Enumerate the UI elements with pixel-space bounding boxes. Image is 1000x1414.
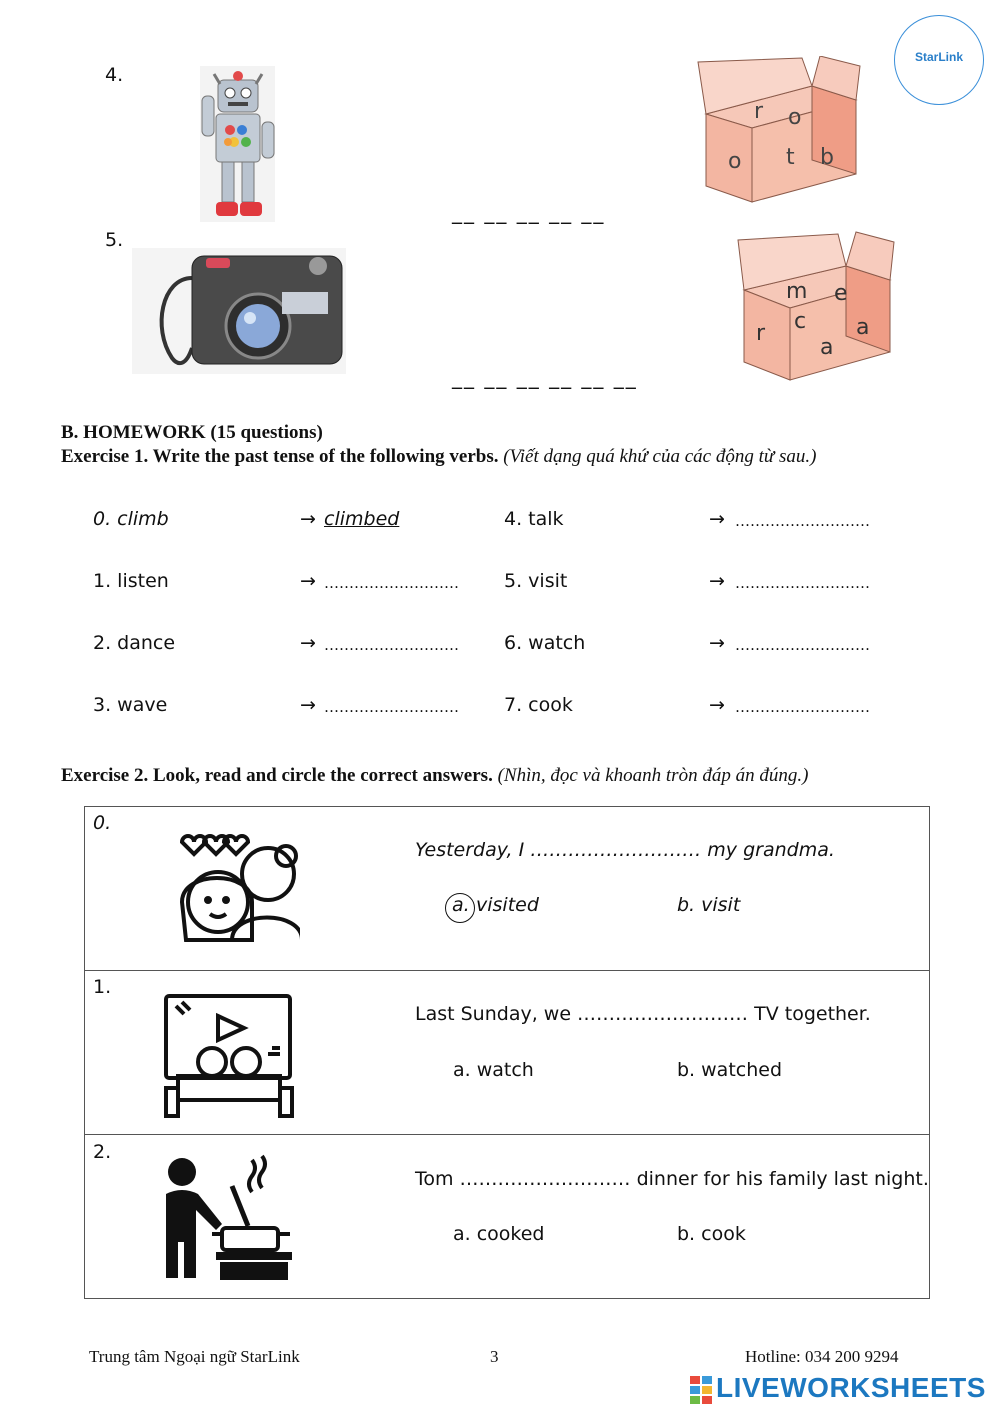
camera-picture	[132, 248, 346, 374]
answer-blanks-4[interactable]: __ __ __ __ __	[452, 200, 606, 224]
cooking-icon	[160, 1150, 296, 1284]
box-letter: r	[756, 321, 766, 346]
box-letter: o	[728, 149, 742, 174]
exercise1-title: Exercise 1. Write the past tense of the following verbs.	[61, 446, 499, 467]
sentence-1: Last Sunday, we ……………………… TV together.	[415, 1003, 871, 1025]
arrow-icon: →	[709, 508, 725, 530]
sentence-2: Tom ……………………… dinner for his family last night.	[415, 1168, 929, 1190]
letter-box-4	[692, 56, 862, 206]
box-letter: a	[856, 315, 870, 340]
arrow-icon: →	[300, 508, 316, 530]
option-a-prefix-0: a.	[452, 894, 470, 916]
arrow-icon: →	[709, 694, 725, 716]
arrow-icon: →	[709, 632, 725, 654]
robot-picture	[190, 66, 282, 222]
box-letter: m	[786, 279, 808, 304]
option-b-0[interactable]: b. visit	[677, 894, 741, 916]
box-letter: e	[834, 281, 848, 306]
box-letter: r	[754, 99, 764, 124]
verb-4: 4. talk	[504, 508, 564, 530]
sentence-0: Yesterday, I ……………………… my grandma.	[415, 839, 835, 861]
example-answer: climbed	[324, 508, 400, 530]
section-b-heading: B. HOMEWORK (15 questions)	[61, 422, 323, 443]
arrow-icon: →	[709, 570, 725, 592]
starlink-logo	[894, 15, 984, 105]
exercise1-instruction: (Viết dạng quá khứ của các động từ sau.)	[503, 446, 817, 467]
letter-box-5	[734, 230, 899, 382]
answer-blank-4[interactable]: ………………………	[735, 512, 870, 530]
item-number-5: 5.	[105, 229, 124, 251]
footer-center-name: Trung tâm Ngoại ngữ StarLink	[89, 1347, 300, 1366]
liveworksheets-text: LIVEWORKSHEETS	[716, 1372, 986, 1403]
verb-2: 2. dance	[93, 632, 176, 654]
answer-blanks-5[interactable]: __ __ __ __ __ __	[452, 365, 638, 389]
row-number-1: 1.	[93, 976, 112, 998]
answer-blank-3[interactable]: ………………………	[324, 698, 459, 716]
verb-0: 0. climb	[93, 508, 169, 530]
page-number: 3	[490, 1347, 499, 1366]
exercise2-title: Exercise 2. Look, read and circle the correct answers.	[61, 765, 493, 786]
row-number-2: 2.	[93, 1141, 112, 1163]
logo-text: StarLink	[914, 50, 963, 64]
box-letter: o	[788, 105, 802, 130]
verb-5: 5. visit	[504, 570, 568, 592]
exercise2-header	[61, 765, 808, 787]
arrow-icon: →	[300, 570, 316, 592]
verb-7: 7. cook	[504, 694, 573, 716]
option-a-0[interactable]: visited	[476, 894, 539, 916]
option-b-1[interactable]: b. watched	[677, 1059, 783, 1081]
liveworksheets-icon	[690, 1376, 714, 1404]
item-number-4: 4.	[105, 64, 124, 86]
box-letter: b	[820, 145, 834, 170]
exercise1-header	[61, 446, 816, 468]
box-letter: t	[786, 145, 795, 170]
option-b-2[interactable]: b. cook	[677, 1223, 746, 1245]
arrow-icon: →	[300, 694, 316, 716]
arrow-icon: →	[300, 632, 316, 654]
verb-6: 6. watch	[504, 632, 586, 654]
verb-3: 3. wave	[93, 694, 168, 716]
option-a-2[interactable]: a. cooked	[453, 1223, 545, 1245]
footer-hotline: Hotline: 034 200 9294	[745, 1347, 899, 1366]
option-a-1[interactable]: a. watch	[453, 1059, 534, 1081]
exercise2-instruction: (Nhìn, đọc và khoanh tròn đáp án đúng.)	[497, 765, 809, 786]
answer-blank-7[interactable]: ………………………	[735, 698, 870, 716]
answer-blank-6[interactable]: ………………………	[735, 636, 870, 654]
box-letter: c	[794, 309, 807, 334]
box-letter: a	[820, 335, 834, 360]
answer-blank-1[interactable]: ………………………	[324, 574, 459, 592]
answer-blank-2[interactable]: ………………………	[324, 636, 459, 654]
tv-icon	[162, 992, 296, 1120]
answer-blank-5[interactable]: ………………………	[735, 574, 870, 592]
hug-icon	[172, 830, 300, 954]
liveworksheets-logo	[690, 1372, 990, 1408]
verb-1: 1. listen	[93, 570, 169, 592]
row-number-0: 0.	[93, 812, 112, 834]
